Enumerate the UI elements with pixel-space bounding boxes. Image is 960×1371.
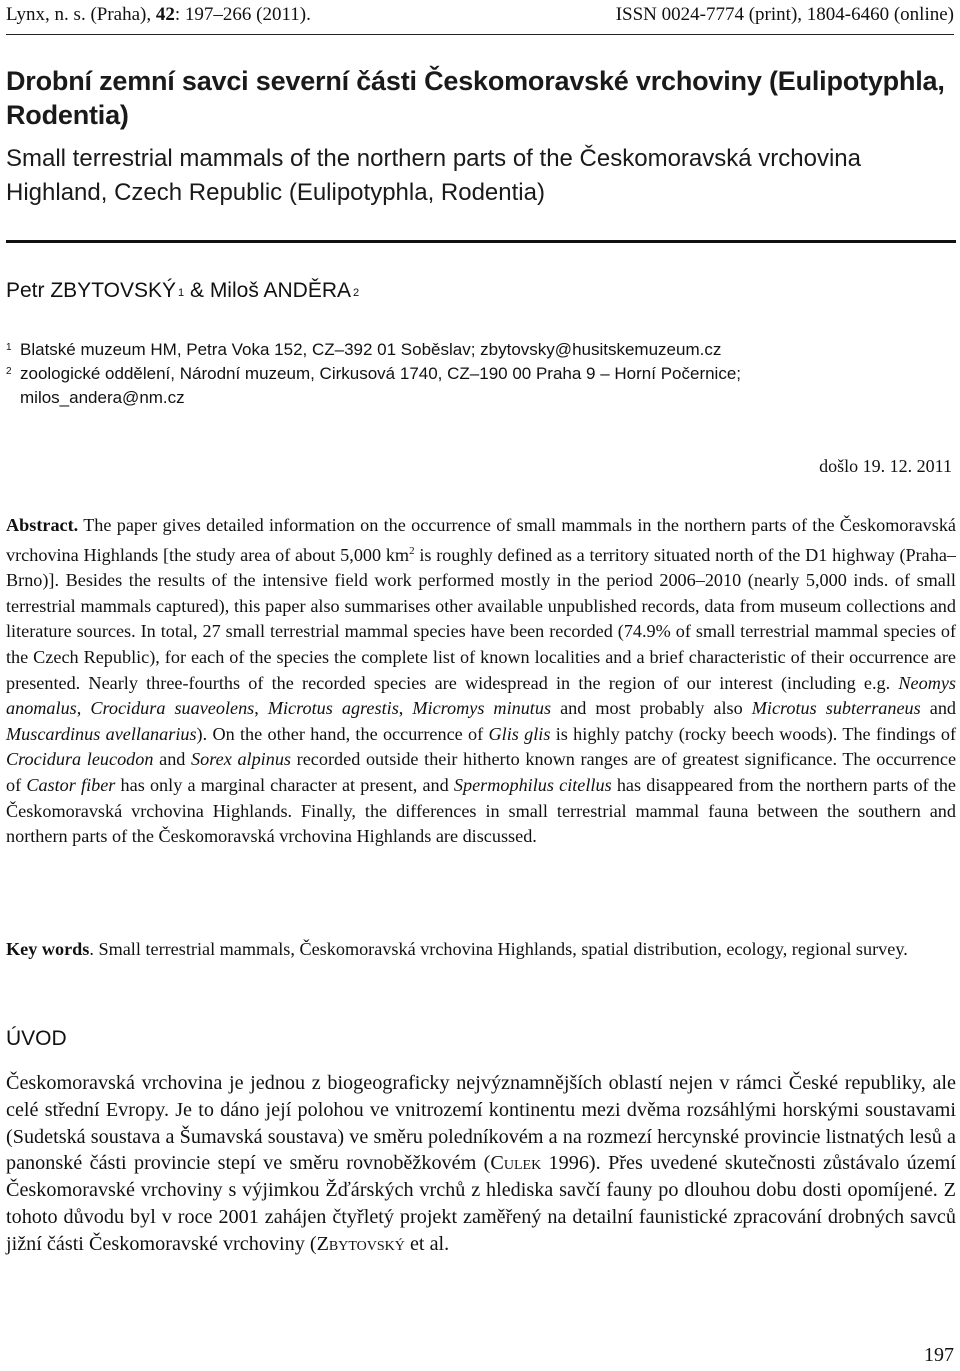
- affiliation-item-continued: [6, 386, 956, 410]
- citation-author: Zbytovský: [316, 1232, 405, 1255]
- species-name: Glis glis: [488, 723, 551, 744]
- authors: [6, 276, 359, 306]
- title-czech: Drobní zemní savci severní části Českomoravské vrchoviny (Eulipotyphla, Rodentia): [6, 66, 945, 130]
- species-name: Neomys anomalus: [6, 672, 956, 719]
- issn: ISSN 0024-7774 (print), 1804-6460 (online): [615, 4, 954, 25]
- citation-author: Culek: [490, 1152, 542, 1175]
- affiliation-email: milos_andera@nm.cz: [20, 388, 185, 407]
- affiliation-text: zoologické oddělení, Národní muzeum, Cirkusová 1740, CZ–190 00 Praha 9 – Horní Počernice;: [20, 364, 742, 383]
- section-body: Českomoravská vrchovina je jednou z biogeograficky nejvýznamnějších oblastí nejen v rámci České republiky, ale celé střední Evropy. Je to dáno její polohou ve vnitrozemí kontinentu mezi dvěma rozsáhlými horskými soustavami (Sudetská soustava a Šumavská soustava) ve směru poledníkovém a na rozmezí hercynské provincie listnatých lesů a panonské části provincie stepí ve směru rovnoběžkovém (Culek 1996). Přes uvedené skutečnosti zůstávalo území Českomoravské vrchoviny s výjimkou Žďárských vrchů z hlediska savčí fauny po dlouhou dobu dosti opomíjené. Z tohoto důvodu byl v roce 2001 zahájen čtyřletý projekt zaměřený na detailní faunistické zpracování drobných savců jižní části Českomoravské vrchoviny (Zbytovský et al.: [6, 1072, 956, 1255]
- abstract: Abstract. The paper gives detailed information on the occurrence of small mammals in the northern parts of the Českomoravská vrchovina Highlands [the study area of about 5,000 $km^2$ is roughly defined as a territory situated north of the D1 highway (Praha–Brno)]. Besides the results of the intensive field work performed mostly in the period 2006–2010 (nearly 5,000 inds. of small terrestrial mammals captured), this paper also summarises other available unpublished records, data from museum collections and literature sources. In total, 27 small terrestrial mammal species have been recorded (74.9% of small terrestrial mammal species of the Czech Republic), for each of the species the complete list of known localities and a brief characteristic of their occurrence are presented. Nearly three-fourths of the recorded species are widespread in the region of our interest (including e.g. Neomys anomalus, Crocidura suaveolens, Microtus agrestis, Micromys minutus and most probably also Microtus subterraneus and Muscardinus avellanarius). On the other hand, the occurrence of Glis glis is highly patchy (rocky beech woods). The findings of Crocidura leucodon and Sorex alpinus recorded outside their hitherto known ranges are of greatest significance. The occurrence of Castor fiber has only a marginal character at present, and Spermophilus citellus has disappeared from the northern parts of the Českomoravská vrchovina Highlands. Finally, the differences in small terrestrial mammal fauna between the southern and northern parts of the Českomoravská vrchovina Highlands are discussed.: [6, 515, 957, 847]
- affiliation-text: Blatské muzeum HM, Petra Voka 152, CZ–392 01 Soběslav; zbytovsky@husitskemuzeum.cz: [20, 340, 722, 359]
- species-name: Muscardinus avellanarius: [6, 723, 197, 744]
- running-header: [6, 4, 954, 32]
- header-rule: [6, 34, 954, 35]
- species-name: Sorex alpinus: [191, 749, 292, 770]
- page-number: 197: [924, 1344, 954, 1366]
- author-separator: &: [184, 279, 210, 302]
- journal-citation: Lynx, n. s. (Praha), 42: 197–266 (2011).: [6, 4, 311, 25]
- title-english: Small terrestrial mammals of the northern parts of the Českomoravská vrchovina Highland, Czech Republic (Eulipotyphla, Rodentia): [6, 145, 861, 206]
- author-name: Petr ZBYTOVSKÝ: [6, 279, 176, 302]
- keywords: [6, 937, 956, 963]
- affiliation-number: 1: [6, 342, 12, 353]
- species-name: Microtus agrestis: [267, 698, 399, 719]
- section-heading: ÚVOD: [6, 1027, 67, 1050]
- affiliation-item: [6, 362, 956, 386]
- species-name: Micromys minutus: [412, 698, 552, 719]
- author-name: Miloš ANDĚRA: [209, 279, 352, 302]
- affiliations: [6, 338, 956, 410]
- title-rule: [6, 240, 956, 243]
- species-name: Spermophilus citellus: [453, 775, 612, 795]
- volume-number: 42: [155, 4, 175, 25]
- species-name: Crocidura leucodon: [6, 749, 154, 770]
- author-affiliation-mark: 2: [353, 287, 360, 299]
- author-affiliation-mark: 1: [178, 287, 185, 299]
- species-name: Castor fiber: [26, 775, 116, 795]
- species-name: Microtus subterraneus: [751, 698, 921, 719]
- species-name: Crocidura suaveolens: [90, 698, 255, 719]
- affiliation-item: [6, 338, 956, 362]
- received-date: došlo 19. 12. 2011: [819, 456, 952, 476]
- keywords-label: Key words: [6, 939, 90, 959]
- affiliation-number: 2: [6, 366, 12, 377]
- keywords-text: . Small terrestrial mammals, Českomoravská vrchovina Highlands, spatial distribution, ecology, regional survey.: [89, 939, 908, 959]
- abstract-label: Abstract.: [6, 515, 79, 535]
